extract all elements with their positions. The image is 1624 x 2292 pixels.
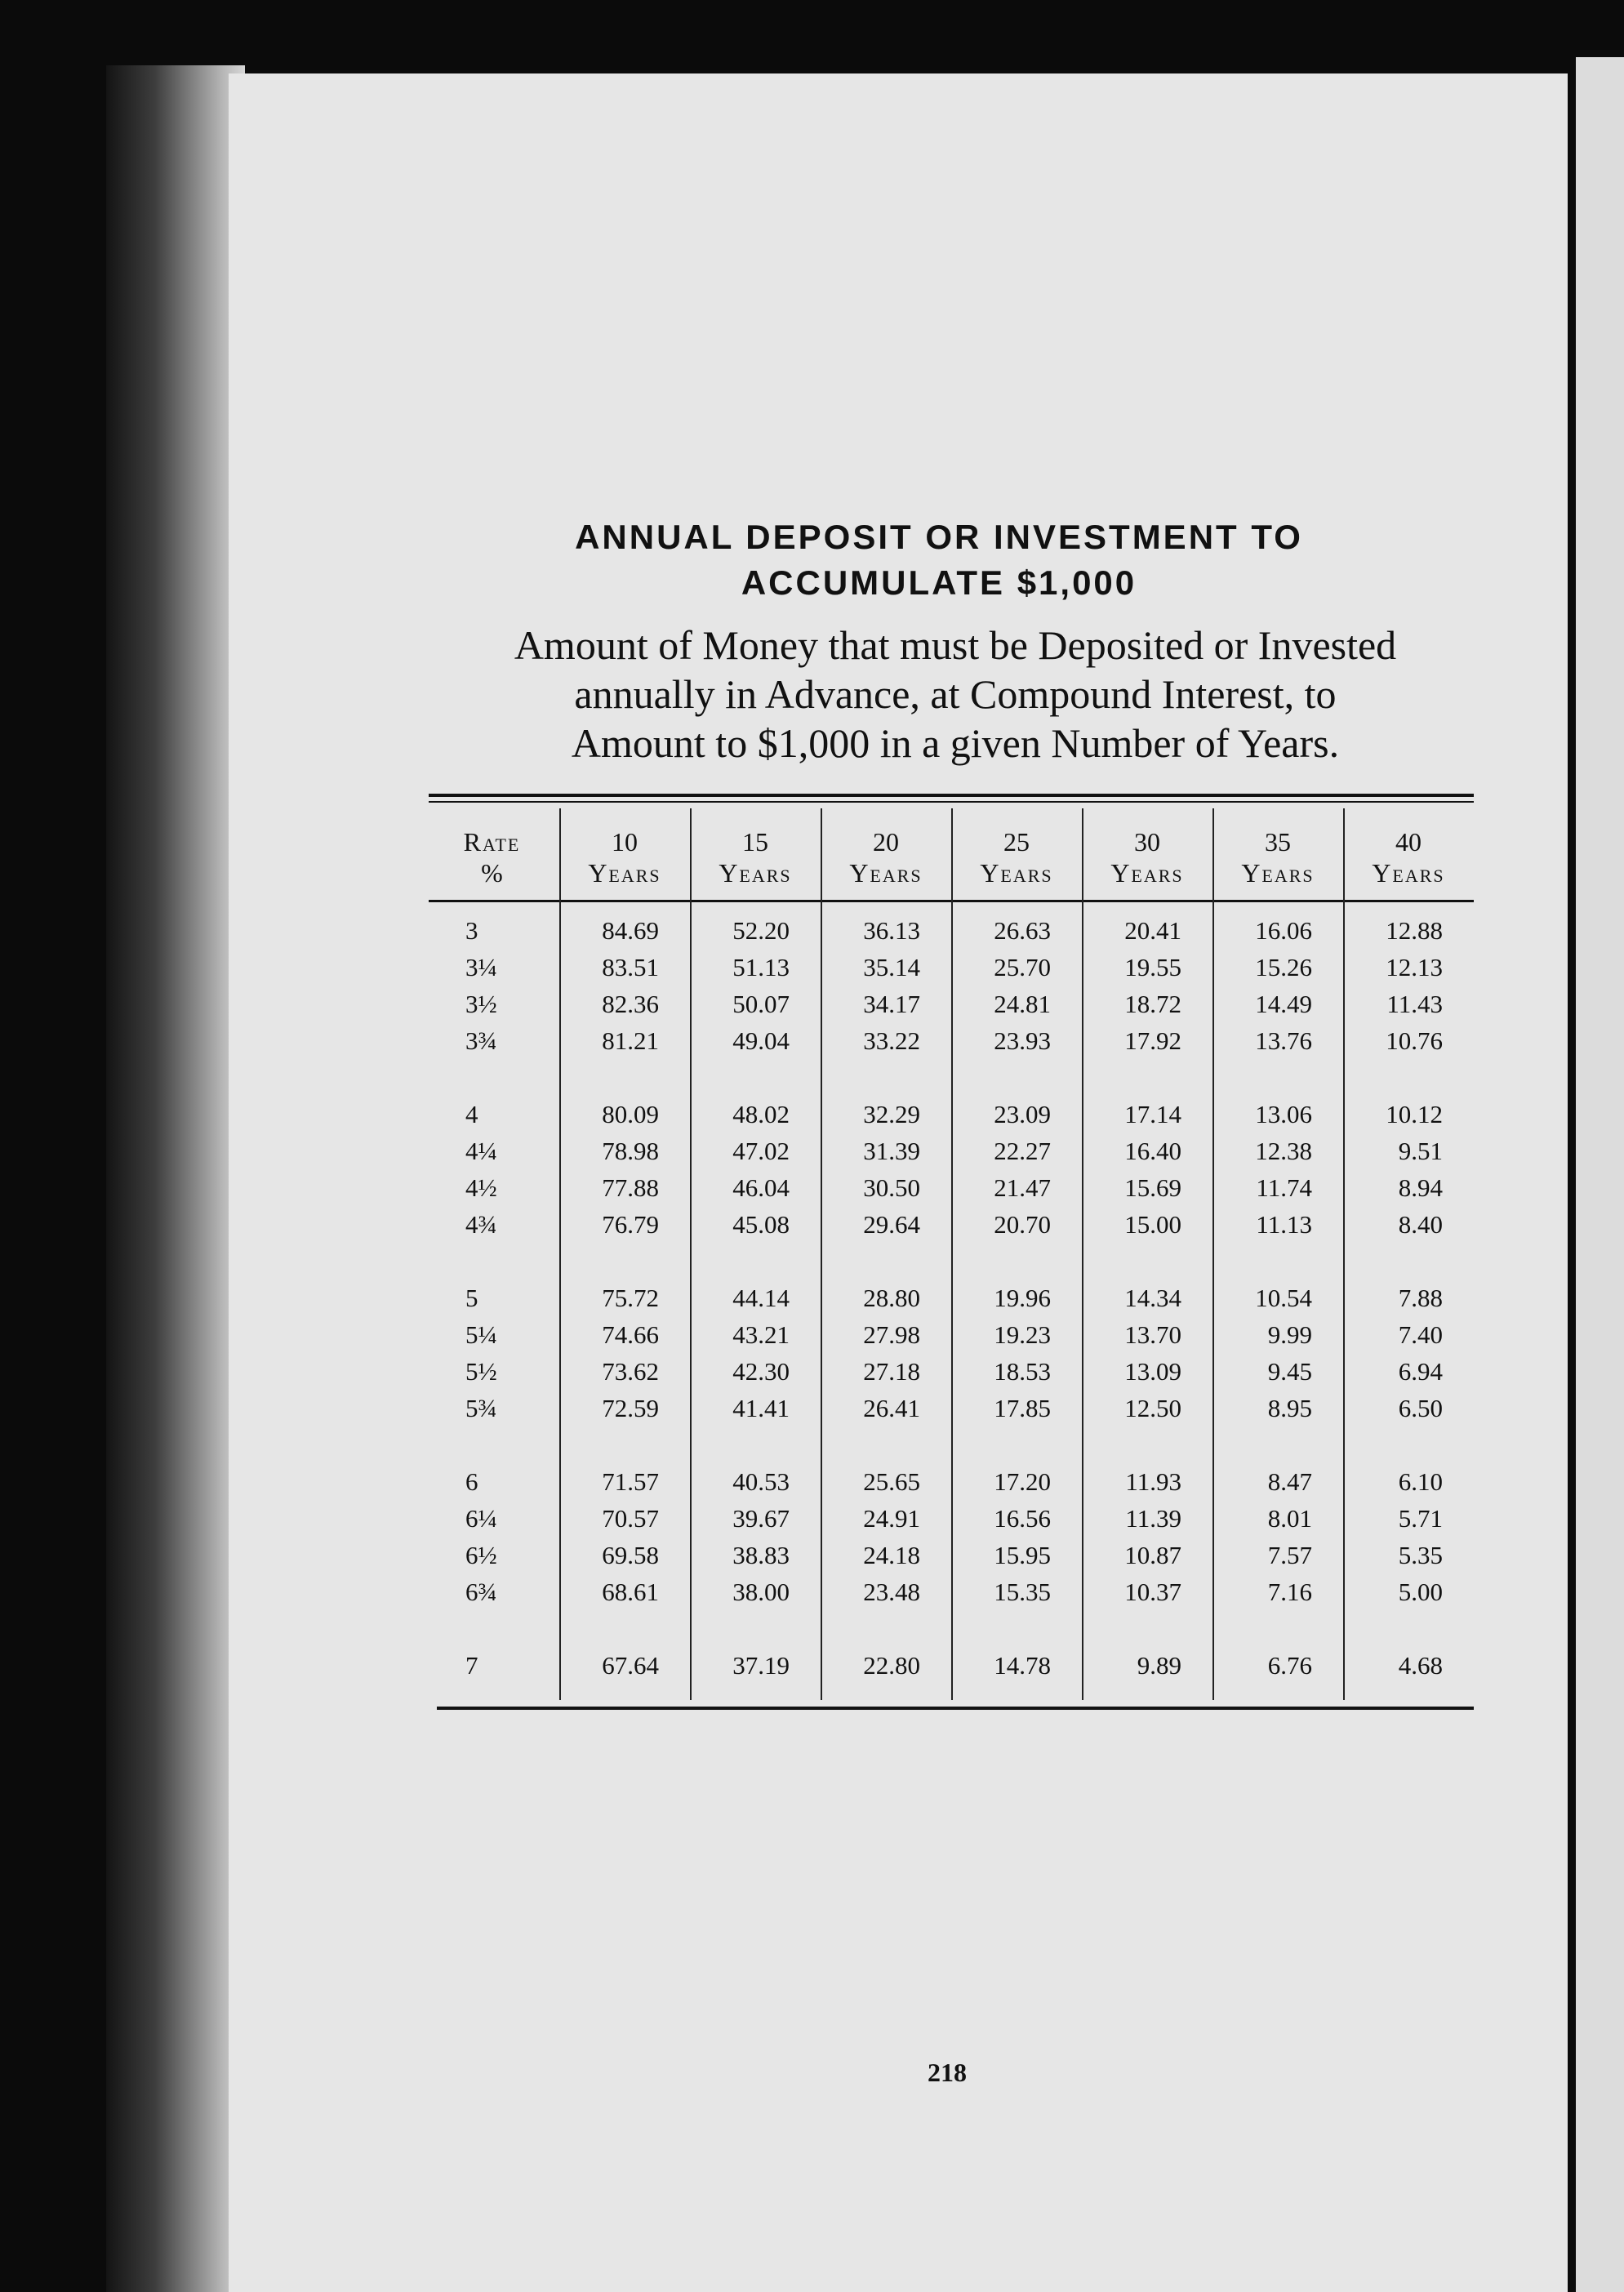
rate-cell: 6¾ [465,1578,497,1606]
value-cell: 84.69 [602,916,659,945]
value-cell: 11.13 [1256,1210,1312,1239]
value-cell: 22.80 [863,1651,920,1680]
facing-page-edge [1576,57,1624,2292]
years-column-header [821,826,951,892]
value-cell: 29.64 [863,1210,920,1239]
value-cell: 25.65 [863,1467,920,1496]
value-cell: 10.37 [1124,1578,1181,1606]
value-cell: 15.35 [994,1578,1051,1606]
rate-cell: 3¼ [465,953,497,981]
years-header-unit: Years [1241,858,1315,888]
value-cell: 14.34 [1124,1284,1181,1312]
column-divider [1212,808,1214,1700]
value-cell: 19.55 [1124,953,1181,981]
value-cell: 74.66 [602,1320,659,1349]
rate-cell: 5 [465,1284,478,1312]
rate-cell: 4¼ [465,1137,497,1165]
rate-header-label: Rate [463,827,521,857]
value-cell: 6.76 [1267,1651,1312,1680]
value-cell: 11.93 [1125,1467,1181,1496]
title-line-1: ANNUAL DEPOSIT OR INVESTMENT TO [575,518,1303,556]
value-cell: 11.43 [1386,990,1443,1018]
years-column-header [1212,826,1343,892]
value-cell: 68.61 [602,1578,659,1606]
value-cell: 17.92 [1124,1026,1181,1055]
value-cell: 5.35 [1398,1541,1443,1569]
rate-cell: 4½ [465,1173,497,1202]
value-cell: 41.41 [732,1394,790,1422]
value-cell: 30.50 [863,1173,920,1202]
years-header-unit: Years [1372,858,1445,888]
value-cell: 19.23 [994,1320,1051,1349]
value-cell: 10.12 [1386,1100,1443,1128]
rate-cell: 6½ [465,1541,497,1569]
value-cell: 47.02 [732,1137,790,1165]
rate-cell: 7 [465,1651,478,1680]
value-cell: 25.70 [994,953,1051,981]
subtitle-line-3: Amount to $1,000 in a given Number of Years. [571,720,1340,766]
value-cell: 26.41 [863,1394,920,1422]
value-cell: 17.20 [994,1467,1051,1496]
value-cell: 16.40 [1124,1137,1181,1165]
value-cell: 15.26 [1255,953,1312,981]
rate-cell: 4¾ [465,1210,497,1239]
years-header-unit: Years [849,858,923,888]
years-header-number: 35 [1265,827,1291,857]
rate-cell: 5½ [465,1357,497,1386]
value-cell: 7.57 [1267,1541,1312,1569]
years-header-unit: Years [980,858,1053,888]
value-cell: 26.63 [994,916,1051,945]
value-cell: 24.18 [863,1541,920,1569]
value-cell: 8.01 [1267,1504,1312,1533]
value-cell: 9.45 [1267,1357,1312,1386]
value-cell: 8.40 [1398,1210,1443,1239]
value-cell: 10.76 [1386,1026,1443,1055]
page-number: 218 [928,2058,967,2087]
value-cell: 9.89 [1137,1651,1181,1680]
rate-header-unit: % [481,858,503,888]
table-bottom-rule [437,1707,1474,1710]
years-column-header [1082,826,1212,892]
value-cell: 20.70 [994,1210,1051,1239]
rate-cell: 6 [465,1467,478,1496]
value-cell: 80.09 [602,1100,659,1128]
value-cell: 11.74 [1256,1173,1312,1202]
value-cell: 82.36 [602,990,659,1018]
value-cell: 17.85 [994,1394,1051,1422]
value-cell: 42.30 [732,1357,790,1386]
value-cell: 17.14 [1124,1100,1181,1128]
value-cell: 16.06 [1255,916,1312,945]
value-cell: 44.14 [732,1284,790,1312]
value-cell: 33.22 [863,1026,920,1055]
years-column-header [559,826,690,892]
value-cell: 12.50 [1124,1394,1181,1422]
value-cell: 4.68 [1398,1651,1443,1680]
value-cell: 27.18 [863,1357,920,1386]
subtitle-line-1: Amount of Money that must be Deposited or Invested [514,622,1397,668]
years-header-number: 15 [742,827,768,857]
value-cell: 15.69 [1124,1173,1181,1202]
value-cell: 14.78 [994,1651,1051,1680]
rate-cell: 3½ [465,990,497,1018]
value-cell: 32.29 [863,1100,920,1128]
value-cell: 7.88 [1398,1284,1443,1312]
years-header-unit: Years [719,858,792,888]
value-cell: 51.13 [732,953,790,981]
years-header-number: 10 [612,827,638,857]
value-cell: 14.49 [1255,990,1312,1018]
column-divider [559,808,561,1700]
value-cell: 38.83 [732,1541,790,1569]
years-column-header [1343,826,1474,892]
value-cell: 13.06 [1255,1100,1312,1128]
book-gutter-shadow [106,65,245,2292]
value-cell: 9.99 [1267,1320,1312,1349]
column-divider [690,808,692,1700]
years-header-number: 30 [1134,827,1160,857]
subtitle-line-2: annually in Advance, at Compound Interest, to [574,671,1337,717]
value-cell: 43.21 [732,1320,790,1349]
column-divider [1082,808,1083,1700]
value-cell: 12.88 [1386,916,1443,945]
value-cell: 20.41 [1124,916,1181,945]
value-cell: 9.51 [1398,1137,1443,1165]
value-cell: 13.76 [1255,1026,1312,1055]
page-subtitle [425,621,1486,768]
value-cell: 10.54 [1255,1284,1312,1312]
years-header-unit: Years [588,858,661,888]
deposit-table [429,794,1474,1715]
value-cell: 69.58 [602,1541,659,1569]
years-header-number: 20 [873,827,899,857]
value-cell: 24.81 [994,990,1051,1018]
value-cell: 5.00 [1398,1578,1443,1606]
column-divider [951,808,953,1700]
value-cell: 48.02 [732,1100,790,1128]
value-cell: 28.80 [863,1284,920,1312]
value-cell: 6.94 [1398,1357,1443,1386]
value-cell: 37.19 [732,1651,790,1680]
value-cell: 22.27 [994,1137,1051,1165]
years-header-number: 25 [1003,827,1030,857]
years-column-header [951,826,1082,892]
rate-cell: 3¾ [465,1026,497,1055]
value-cell: 52.20 [732,916,790,945]
value-cell: 16.56 [994,1504,1051,1533]
value-cell: 23.93 [994,1026,1051,1055]
value-cell: 6.50 [1398,1394,1443,1422]
value-cell: 35.14 [863,953,920,981]
value-cell: 15.00 [1124,1210,1181,1239]
value-cell: 67.64 [602,1651,659,1680]
value-cell: 31.39 [863,1137,920,1165]
value-cell: 45.08 [732,1210,790,1239]
value-cell: 15.95 [994,1541,1051,1569]
value-cell: 23.09 [994,1100,1051,1128]
value-cell: 5.71 [1398,1504,1443,1533]
value-cell: 8.95 [1267,1394,1312,1422]
years-column-header [690,826,821,892]
column-divider [1343,808,1345,1700]
column-divider [821,808,822,1700]
value-cell: 76.79 [602,1210,659,1239]
value-cell: 12.38 [1255,1137,1312,1165]
value-cell: 70.57 [602,1504,659,1533]
value-cell: 18.53 [994,1357,1051,1386]
value-cell: 7.40 [1398,1320,1443,1349]
value-cell: 73.62 [602,1357,659,1386]
value-cell: 8.94 [1398,1173,1443,1202]
value-cell: 49.04 [732,1026,790,1055]
value-cell: 18.72 [1124,990,1181,1018]
value-cell: 10.87 [1124,1541,1181,1569]
value-cell: 8.47 [1267,1467,1312,1496]
value-cell: 27.98 [863,1320,920,1349]
value-cell: 12.13 [1386,953,1443,981]
value-cell: 72.59 [602,1394,659,1422]
rate-cell: 3 [465,916,478,945]
value-cell: 23.48 [863,1578,920,1606]
page-title [457,514,1421,606]
value-cell: 78.98 [602,1137,659,1165]
years-header-unit: Years [1110,858,1184,888]
value-cell: 71.57 [602,1467,659,1496]
rate-cell: 5¼ [465,1320,497,1349]
value-cell: 21.47 [994,1173,1051,1202]
value-cell: 24.91 [863,1504,920,1533]
title-line-2: ACCUMULATE $1,000 [741,563,1137,602]
value-cell: 75.72 [602,1284,659,1312]
value-cell: 11.39 [1125,1504,1181,1533]
value-cell: 6.10 [1398,1467,1443,1496]
value-cell: 13.70 [1124,1320,1181,1349]
value-cell: 36.13 [863,916,920,945]
value-cell: 77.88 [602,1173,659,1202]
rate-cell: 5¾ [465,1394,497,1422]
value-cell: 39.67 [732,1504,790,1533]
years-header-number: 40 [1395,827,1422,857]
value-cell: 34.17 [863,990,920,1018]
value-cell: 40.53 [732,1467,790,1496]
value-cell: 83.51 [602,953,659,981]
value-cell: 46.04 [732,1173,790,1202]
rate-cell: 6¼ [465,1504,497,1533]
value-cell: 50.07 [732,990,790,1018]
value-cell: 38.00 [732,1578,790,1606]
rate-cell: 4 [465,1100,478,1128]
value-cell: 13.09 [1124,1357,1181,1386]
value-cell: 81.21 [602,1026,659,1055]
value-cell: 7.16 [1267,1578,1312,1606]
value-cell: 19.96 [994,1284,1051,1312]
